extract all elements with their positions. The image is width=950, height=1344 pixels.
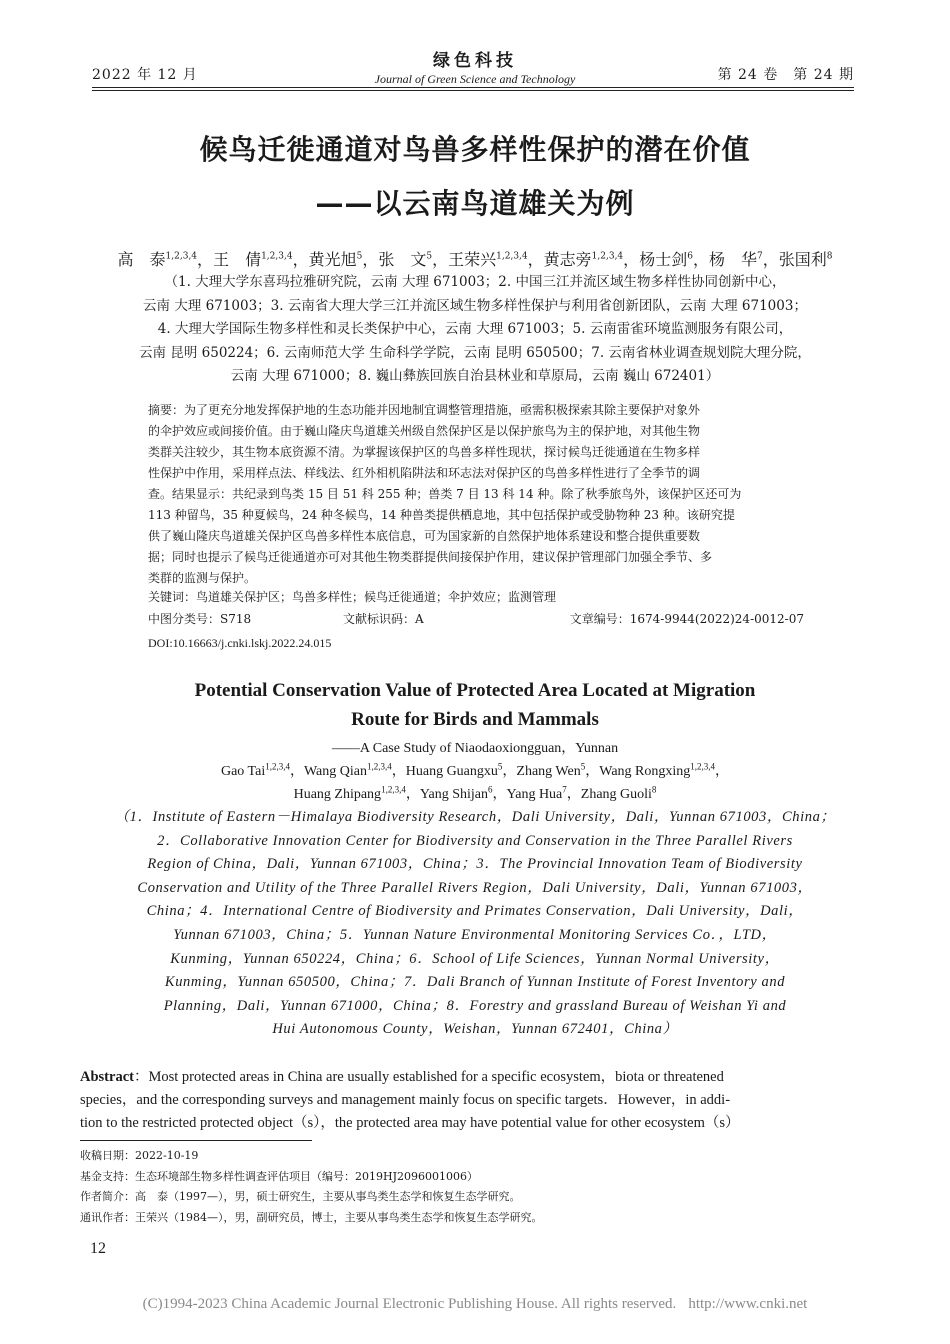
author-affil-sup: 6 <box>488 784 493 795</box>
affiliation-line: Planning，Dali，Yunnan 671000，China；8．Forestry and grassland Bureau of Weishan Yi and <box>163 997 787 1014</box>
author-affil-sup: 8 <box>651 784 657 795</box>
author-name: 王 倩 <box>213 250 262 269</box>
author-name: Yang Hua <box>506 787 563 802</box>
author-name: 杨 华 <box>708 250 757 269</box>
affiliation-line: Kunming，Yunnan 650500，China；7．Dali Branch of Yunnan Institute of Forest Inventory and <box>164 974 786 991</box>
author-name: 高 泰 <box>117 250 166 269</box>
author-affil-sup: 8 <box>826 251 833 262</box>
volume-issue: 第 24 卷 第 24 期 <box>717 67 854 83</box>
doi[interactable]: DOI:10.16663/j.cnki.lskj.2022.24.015 <box>148 636 332 650</box>
author-name: Zhang Guoli <box>580 787 652 802</box>
abstract-line: species，and the corresponding surveys and management mainly focus on specific targets．However，in addi- <box>80 1092 731 1108</box>
abstract-line: 据；同时也提示了候鸟迁徙通道亦可对其他生物类群提供间接保护作用，建议保护管理部门加强全季节、多 <box>148 550 713 564</box>
author-name: Zhang Wen <box>516 764 581 779</box>
clc-number: 中图分类号：S718 <box>148 612 252 626</box>
author-list-en: Gao Tai$^{1,2,3,4}$，Wang Qian$^{1,2,3,4}$，Huang Guangxu$^5$，Zhang Wen$^5$，Wang Rongxing$^{1,2,3,4}$， Huang Zhipang$^{1,2,3,4}$，Yang Shijan$^6$，Yang Hua$^7$，Zhang Guoli$^8$ <box>220 761 730 802</box>
author-name: 张 文 <box>378 250 427 269</box>
abstract-line: tion to the restricted protected object（s），the protected area may have potential value for other ecosystem（s） <box>80 1115 740 1131</box>
abstract-line: 类群关注较少，其生物本底资源不清。为掌握该保护区的鸟兽多样性现状，探讨候鸟迁徙通道在生物多样 <box>148 445 701 459</box>
author-name: 杨士剑 <box>639 250 688 269</box>
abstract-line: ：Most protected areas in China are usually established for a specific ecosystem，biota or threatened <box>133 1069 724 1085</box>
affiliation-line: China；4．International Centre of Biodiversity and Primates Conservation，Dali University，Dali， <box>146 903 804 920</box>
affiliation-line: Conservation and Utility of the Three Parallel Rivers Region，Dali University，Dali，Yunnan 671003， <box>137 879 813 896</box>
keywords-cn: 关键词：鸟道雄关保护区；鸟兽多样性；候鸟迁徙通道；伞护效应；监测管理 <box>148 590 557 604</box>
author-affil-sup: 5 <box>580 761 586 772</box>
abstract-line: 供了巍山隆庆鸟道雄关保护区鸟兽多样性本底信息，可为国家新的自然保护地体系建设和整合提供重要数 <box>148 529 701 543</box>
author-name: Wang Qian <box>303 764 367 779</box>
abstract-line: 的伞护效应或间接价值。由于巍山隆庆鸟道雄关州级自然保护区是以保护旅鸟为主的保护地，对其他生物 <box>148 424 701 438</box>
affiliation-line: Kunming，Yunnan 650224，China；6．School of Life Sciences，Yunnan Normal University， <box>170 950 780 967</box>
page-number: 12 <box>90 1240 106 1257</box>
footnote-funding: 基金支持：生态环境部生物多样性调查评估项目（编号：2019HJ2096001006） <box>80 1169 478 1183</box>
author-name: Gao Tai <box>220 764 266 779</box>
affiliation-line: （1. 大理大学东喜玛拉雅研究院，云南 大理 671003；2. 中国三江并流区域生物多样性协同创新中心， <box>164 274 786 290</box>
author-affil-sup: 1,2,3,4 <box>381 784 406 795</box>
author-name: 黄光旭 <box>308 250 357 269</box>
author-affil-sup: 1,2,3,4 <box>367 761 392 772</box>
title-cn-line1: 候鸟迁徙通道对鸟兽多样性保护的潜在价值 <box>199 133 751 166</box>
abstract-line: 性保护中作用，采用样点法、样线法、红外相机陷阱法和环志法对保护区的鸟兽多样性进行了全季节的调 <box>148 466 701 480</box>
author-affil-sup: 7 <box>562 784 567 795</box>
cnki-link[interactable]: http://www.cnki.net <box>688 1296 808 1312</box>
title-cn-line2: ——以云南鸟道雄关为例 <box>315 187 635 220</box>
affiliation-line: 4. 大理大学国际生物多样性和灵长类保护中心，云南 大理 671003；5. 云南雷雀环境监测服务有限公司， <box>157 321 793 337</box>
author-list-cn: 高 泰$^{1,2,3,4}$，王 倩$^{1,2,3,4}$，黄光旭$^5$，张 文$^5$，王荣兴$^{1,2,3,4}$，黄志旁$^{1,2,3,4}$，杨士剑$^6$，杨 华$^7$，张国利$^8$ <box>117 250 833 269</box>
copyright-watermark <box>0 1296 950 1313</box>
author-affil-sup: 5 <box>356 251 363 262</box>
author-name: 王荣兴 <box>448 250 497 269</box>
header-rule <box>92 87 854 88</box>
affiliation-line: Region of China，Dali，Yunnan 671003，China；3．The Provincial Innovation Team of Biodiversity <box>147 856 803 873</box>
header-rule-thin <box>92 90 854 91</box>
abstract-en <box>80 1066 871 1135</box>
author-affil-sup: 1,2,3,4 <box>165 251 198 262</box>
affiliation-line: 云南 大理 671000；8. 巍山彝族回族自治县林业和草原局，云南 巍山 672401） <box>230 368 720 384</box>
affiliation-line: 2．Collaborative Innovation Center for Biodiversity and Conservation in the Three Parallel Rivers <box>157 832 793 849</box>
footnote-author-bio: 作者简介：高 泰（1997—），男，硕士研究生，主要从事鸟类生态学和恢复生态学研究。 <box>80 1190 521 1203</box>
abstract-line: 类群的监测与保护。 <box>148 571 257 585</box>
issue-date: 2022 年 12 月 <box>92 67 198 83</box>
title-en-line1: Potential Conservation Value of Protected Area Located at Migration <box>194 680 756 701</box>
abstract-label: Abstract <box>80 1069 134 1085</box>
abstract-cn <box>148 400 804 589</box>
journal-name-en: Journal of Green Science and Technology <box>374 72 576 86</box>
author-name: Huang Zhipang <box>293 787 382 802</box>
abstract-line: 113 种留鸟，35 种夏候鸟，24 种冬候鸟，14 种兽类提供栖息地，其中包括保护或受胁物种 23 种。该研究提 <box>148 508 735 522</box>
affiliation-line: 云南 昆明 650224；6. 云南师范大学 生命科学学院，云南 昆明 650500；7. 云南省林业调查规划院大理分院， <box>139 344 811 361</box>
abstract-line: 摘要：为了更充分地发挥保护地的生态功能并因地制宜调整管理措施，亟需积极探索其除主要保护对象外 <box>148 403 701 417</box>
affiliation-line: （1．Institute of Eastern－Himalaya Biodiversity Research，Dali University，Dali，Yunnan 671003，China； <box>114 809 836 825</box>
author-affil-sup: 1,2,3,4 <box>496 251 528 262</box>
author-affil-sup: 7 <box>756 251 763 262</box>
author-affil-sup: 1,2,3,4 <box>690 761 716 772</box>
subtitle-en: ——A Case Study of Niaodaoxiongguan，Yunnan <box>331 741 619 756</box>
author-affil-sup: 1,2,3,4 <box>591 251 624 262</box>
abstract-line: 查。结果显示：共纪录到鸟类 15 目 51 科 255 种；兽类 7 目 13 科 14 种。除了秋季旅鸟外，该保护区还可为 <box>148 487 742 501</box>
affiliations-cn <box>80 271 870 389</box>
copyright-text: (C)1994-2023 China Academic Journal Electronic Publishing House. All rights reserved. <box>142 1296 677 1312</box>
author-name: 张国利 <box>778 250 827 269</box>
affiliation-line: Hui Autonomous County，Weishan，Yunnan 672401，China） <box>272 1021 678 1038</box>
footnote-corresponding: 通讯作者：王荣兴（1984—），男，副研究员，博士，主要从事鸟类生态学和恢复生态学研究。 <box>80 1210 543 1224</box>
journal-name-cn: 绿色科技 <box>433 51 517 71</box>
affiliations-en <box>70 806 880 1042</box>
footnote-received: 收稿日期：2022-10-19 <box>80 1149 199 1162</box>
author-affil-sup: 1,2,3,4 <box>265 761 290 772</box>
article-number: 文章编号：1674-9944(2022)24-0012-07 <box>569 612 804 626</box>
affiliation-line: Yunnan 671003，China；5．Yunnan Nature Environmental Monitoring Services Co．，LTD， <box>173 926 777 943</box>
document-code: 文献标识码：A <box>343 612 424 626</box>
affiliation-line: 云南 大理 671003；3. 云南省大理大学三江并流区域生物多样性保护与利用省创新团队，云南 大理 671003； <box>143 297 807 314</box>
author-affil-sup: 6 <box>687 251 693 262</box>
author-name: Wang Rongxing <box>599 764 691 779</box>
author-affil-sup: 1,2,3,4 <box>261 251 293 262</box>
author-affil-sup: 5 <box>497 761 503 772</box>
author-name: Huang Guangxu <box>405 764 498 779</box>
footnotes <box>80 1146 543 1228</box>
author-name: 黄志旁 <box>543 250 592 269</box>
author-name: Yang Shijan <box>419 787 489 802</box>
footnote-rule <box>80 1140 312 1141</box>
title-en-line2: Route for Birds and Mammals <box>351 709 599 730</box>
author-affil-sup: 5 <box>426 251 433 262</box>
